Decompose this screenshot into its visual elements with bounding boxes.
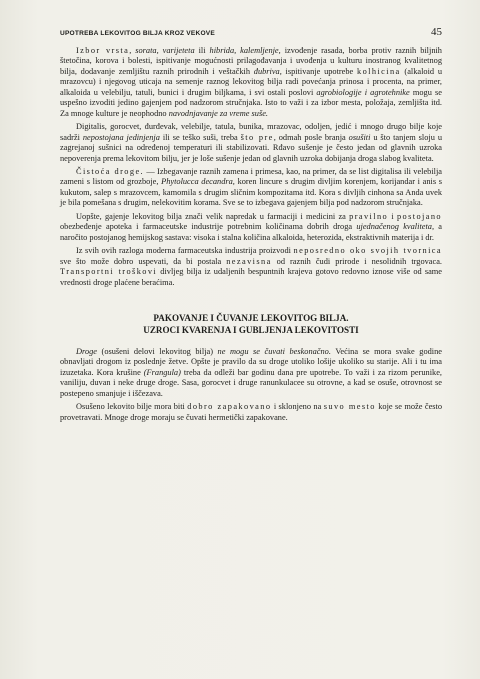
paragraph-storage bbox=[60, 347, 442, 399]
italic-term: nepostojana jedinjenja bbox=[82, 132, 160, 142]
italic-term: (Frangula) bbox=[143, 367, 181, 377]
spaced-term: postojano bbox=[396, 211, 442, 221]
running-head bbox=[60, 26, 442, 46]
spaced-term: Čistoća droge. bbox=[76, 166, 145, 176]
italic-term: osušiti bbox=[348, 132, 371, 142]
text-run: izvođenje rasada, borba protiv raznih biljnih štetočina, korova i bolesti, ispitivanje mogućnosti prilagođavanja i uvođenja u kulturu inostranog kvalitetnog bilja, dodavanje zemljištu raznih prirodnih i veštačkih bbox=[60, 46, 442, 76]
text-run: Iz svih ovih razloga moderna farmaceutska industrija proizvodi bbox=[76, 246, 294, 256]
section-heading bbox=[60, 312, 442, 336]
text-run: divljeg bilja iz udaljenih bespuntnih krajeva gotovo redovno iznose više od same vrednosti droge plaćene beraćima. bbox=[60, 267, 442, 287]
text-run: i bbox=[388, 211, 397, 221]
text-run: ili bbox=[194, 46, 210, 55]
text-run: , bbox=[129, 46, 136, 55]
paragraph-selection bbox=[60, 46, 442, 119]
text-run: i sklonjeno na bbox=[271, 402, 324, 412]
spaced-term: neposredno oko svojih tvornica bbox=[293, 246, 442, 256]
spaced-term: što pre bbox=[240, 132, 274, 142]
paragraph-industry bbox=[60, 246, 442, 288]
paragraph-packing bbox=[60, 402, 442, 423]
spaced-term: Transportni troškovi bbox=[60, 267, 158, 277]
text-run: (alkaloid u mrazovcu) i njegovog uticaja na semenje raznog lekovitog bilja radi povećanja prinosa i procenta, na primer, alkaloida u velebilju, tatuli, bunici i drugim biljkama, i svi ostali poslovi bbox=[60, 66, 442, 97]
italic-term: sorata, varijeteta bbox=[135, 46, 195, 55]
text-run: koje se može često provetravati. Mnoge droge moraju se čuvati hermetički zapakovane. bbox=[60, 402, 443, 422]
italic-term: ne mogu se čuvati beskonačno. bbox=[217, 346, 331, 356]
paragraph-progress bbox=[60, 212, 442, 243]
spaced-term: dobro zapakovano bbox=[187, 402, 272, 412]
page-number: 45 bbox=[431, 26, 442, 38]
body-text bbox=[60, 46, 442, 423]
text-run: obezbeđenje apoteka i farmaceutske industrije potrebnim količinama dobrih droga bbox=[60, 222, 357, 232]
text-run: koren lincure s drugim divljim korenjem, korijandar i anis s kukutom, salep s mrazovcem, kamomila s drugim sličnim kompozitama itd. Kora s divljih cinhona sa Anda uvek je bila pomešana s drugim, nelekovitim korama. Sve se to izbegava gajenjem bilja pod nadzorom stručnjaka. bbox=[60, 177, 442, 208]
text-run: Osušeno lekovito bilje mora biti bbox=[76, 402, 188, 412]
italic-term: agrobiologije i agrotehnike bbox=[316, 87, 410, 97]
section-heading-line-1: PAKOVANJE I ČUVANJE LEKOVITOG BILJA. bbox=[153, 312, 349, 323]
italic-term: Droge bbox=[76, 346, 98, 356]
paragraph-purity bbox=[60, 167, 442, 209]
spaced-term: suvo mesto bbox=[323, 402, 376, 412]
italic-term: hibrida, kalemljenje, bbox=[209, 46, 281, 55]
text-run: mogu se uspešno izvoditi jedino gajenjem pod nadzorom stručnjaka. Isto to važi i za izbor mesta, položaja, zemljišta itd. Za mnoge kulture je neophodno bbox=[60, 87, 442, 118]
text-run: Većina se mora svake godine obnavljati drogom iz poslednje žetve. Opšte je pravilo da su droge utoliko lošije ukoliko su starije. Ali i tu ima izuzetaka. Kora krušine bbox=[60, 346, 442, 377]
paragraph-drying bbox=[60, 122, 442, 164]
text-run: u što tanjem sloju u zagrejanoj sušnici na određenoj temperaturi ili stabilizovati. Rđavo sušenje je često jedan od glavnih uzroka nepoverenja prema lekovitom bilju, jer je loše sušenje jedan od glavnih uzroka dobijanja droga slabog kvaliteta. bbox=[60, 132, 442, 163]
text-run: treba da odleži bar godinu dana pre upotrebe. To važi i za rizom perunike, vaniliju, duvan i neke druge droge. Sasa, gorocvet i druge ranunkulacee su otrovne, a kad se osuše, otrovnost se postepeno smanjuje i iščezava. bbox=[60, 367, 442, 398]
italic-term: đubriva, bbox=[253, 66, 282, 76]
running-head-title: UPOTREBA LEKOVITOG BILJA KROZ VEKOVE bbox=[60, 30, 215, 37]
italic-term: Phytolucca decandra, bbox=[161, 177, 235, 187]
text-run: — Izbegavanje raznih zamena i primesa, kao, na primer, da se list digitalisa ili velebilja zameni s listom od grozboje, bbox=[60, 166, 443, 187]
spaced-term: nezavisna bbox=[226, 256, 272, 266]
text-run: od raznih čudi prirode i nesolidnih trgovaca. bbox=[271, 256, 442, 266]
text-run: ili se teško suši, treba bbox=[159, 132, 241, 142]
italic-term: navodnjavanje za vreme suše. bbox=[168, 108, 269, 118]
text-run: a naročito postojanog hemijskog sastava: visoka i stalna količina alkaloida, heterozida, ekstraktivnih materija i dr. bbox=[60, 222, 442, 242]
section-heading-line-2: UZROCI KVARENJA I GUBLJENJA LEKOVITOSTI bbox=[143, 324, 359, 335]
text-run: Uopšte, gajenje lekovitog bilja znači velik napredak u farmaciji i medicini za bbox=[76, 211, 350, 221]
text-run: Digitalis, gorocvet, đurđevak, velebilje, tatula, bunika, mrazovac, odoljen, jedić i mnogo drugo bilje koje sadrži bbox=[60, 122, 442, 142]
text-run: ispitivanje upotrebe bbox=[281, 66, 358, 76]
text-run: (osušeni delovi lekovitog bilja) bbox=[97, 346, 218, 356]
spaced-term: kolhicina bbox=[357, 66, 401, 76]
italic-term: ujednačenog kvaliteta, bbox=[356, 222, 435, 232]
spaced-term: Izbor vrsta bbox=[76, 46, 130, 55]
text-run: , odmah posle branja bbox=[273, 132, 349, 142]
text-run: sve što može dobro uspevati, da bi postala bbox=[60, 256, 227, 266]
spaced-term: pravilno bbox=[349, 211, 389, 221]
